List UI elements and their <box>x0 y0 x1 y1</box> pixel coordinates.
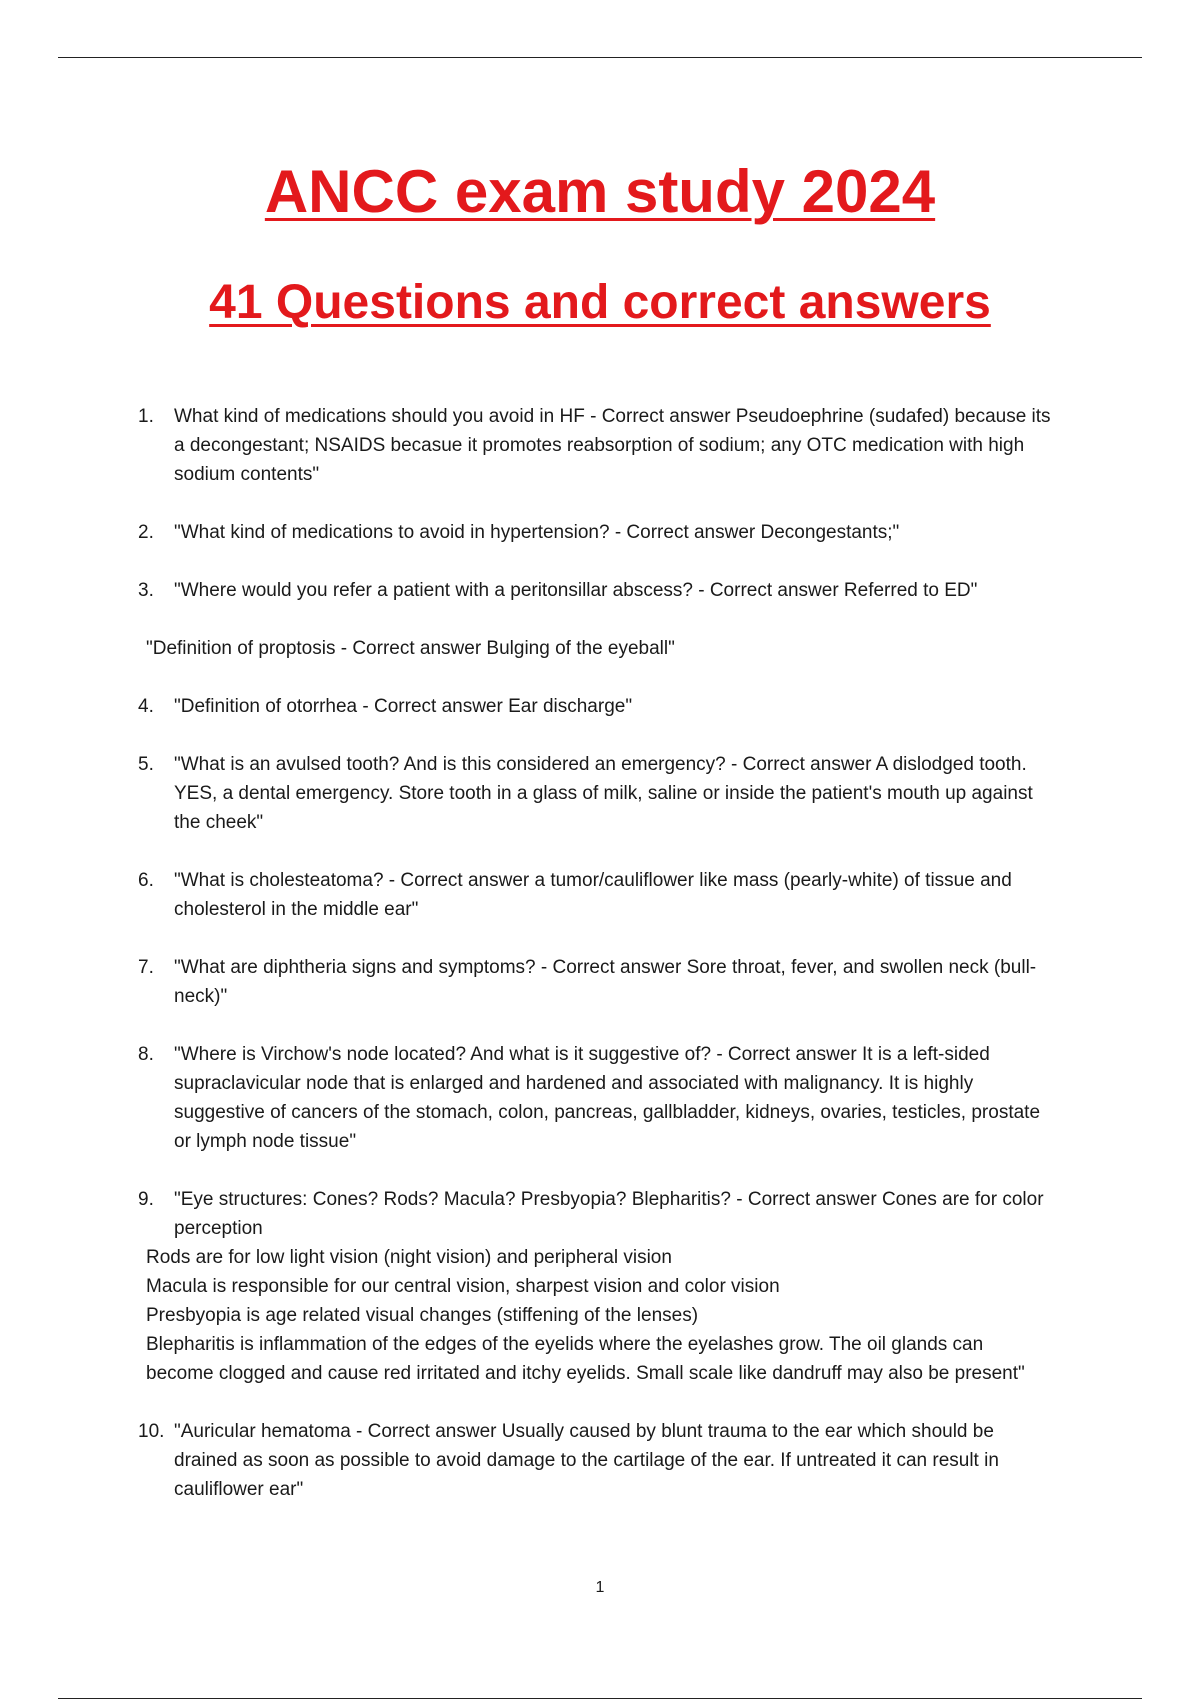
bottom-rule <box>58 1698 1142 1699</box>
item-text: "Eye structures: Cones? Rods? Macula? Presbyopia? Blepharitis? - Correct answer Cones are for color perception <box>174 1189 1044 1239</box>
item-text: "What is an avulsed tooth? And is this considered an emergency? - Correct answer A dislodged tooth. YES, a dental emergency. Store tooth in a glass of milk, saline or inside the patient's mouth up against the cheek" <box>174 754 1033 833</box>
item-text: "Where would you refer a patient with a peritonsillar abscess? - Correct answer Referred to ED" <box>174 580 978 601</box>
question-list <box>0 402 1200 1533</box>
item-number: 9. <box>138 1189 154 1210</box>
item-number: 1. <box>138 406 154 427</box>
document-subtitle <box>0 274 1200 332</box>
item-text: "What kind of medications to avoid in hypertension? - Correct answer Decongestants;" <box>174 522 900 543</box>
list-item <box>138 692 1054 721</box>
item-continuation-line: Rods are for low light vision (night vision) and peripheral vision <box>146 1247 672 1268</box>
item-number: 8. <box>138 1044 154 1065</box>
list-item <box>138 1185 1054 1243</box>
item-number: 10. <box>138 1421 165 1442</box>
list-item <box>138 576 1054 605</box>
item-number: 5. <box>138 754 154 775</box>
item-text: "What are diphtheria signs and symptoms? - Correct answer Sore throat, fever, and swollen neck (bull-neck)" <box>174 957 1037 1007</box>
unnumbered-item <box>146 634 1056 663</box>
item-number: 7. <box>138 957 154 978</box>
item-text: "Definition of otorrhea - Correct answer Ear discharge" <box>174 696 633 717</box>
item-text: "What is cholesteatoma? - Correct answer a tumor/cauliflower like mass (pearly-white) of tissue and cholesterol in the middle ear" <box>174 870 1012 920</box>
item-continuation-line: Macula is responsible for our central vision, sharpest vision and color vision <box>146 1276 780 1297</box>
item-number: 2. <box>138 522 154 543</box>
list-item <box>138 518 1054 547</box>
list-item <box>138 1417 1054 1504</box>
item-number: 4. <box>138 696 154 717</box>
item-text: "Auricular hematoma - Correct answer Usually caused by blunt trauma to the ear which should be drained as soon as possible to avoid damage to the cartilage of the ear. If untreated it can result in cauliflower ear" <box>174 1421 999 1500</box>
list-item <box>138 866 1054 924</box>
list-item <box>138 402 1054 489</box>
document-title <box>0 156 1200 228</box>
top-rule <box>58 57 1142 58</box>
list-item <box>138 1040 1054 1156</box>
item-number: 6. <box>138 870 154 891</box>
page-number: 1 <box>595 1579 605 1596</box>
title-text: ANCC exam study 2024 <box>264 158 936 225</box>
item-continuation-line: Blepharitis is inflammation of the edges of the eyelids where the eyelashes grow. The oil glands can become clogged and cause red irritated and itchy eyelids. Small scale like dandruff may also be present" <box>146 1334 1025 1384</box>
item-continuation-line: Presbyopia is age related visual changes (stiffening of the lenses) <box>146 1305 699 1326</box>
item-text: "Definition of proptosis - Correct answer Bulging of the eyeball" <box>146 638 675 659</box>
item-number: 3. <box>138 580 154 601</box>
subtitle-text: 41 Questions and correct answers <box>209 276 991 329</box>
list-item <box>138 750 1054 837</box>
item-text: What kind of medications should you avoid in HF - Correct answer Pseudoephrine (sudafed) because its a decongestant; NSAIDS becasue it promotes reabsorption of sodium; any OTC medication with high sodium contents" <box>174 406 1051 485</box>
item-text: "Where is Virchow's node located? And what is it suggestive of? - Correct answer It is a left-sided supraclavicular node that is enlarged and hardened and associated with malignancy. It is highly suggestive of cancers of the stomach, colon, pancreas, gallbladder, kidneys, ovaries, testicles, prostate or lymph node tissue" <box>174 1044 1041 1152</box>
list-item <box>138 953 1054 1011</box>
